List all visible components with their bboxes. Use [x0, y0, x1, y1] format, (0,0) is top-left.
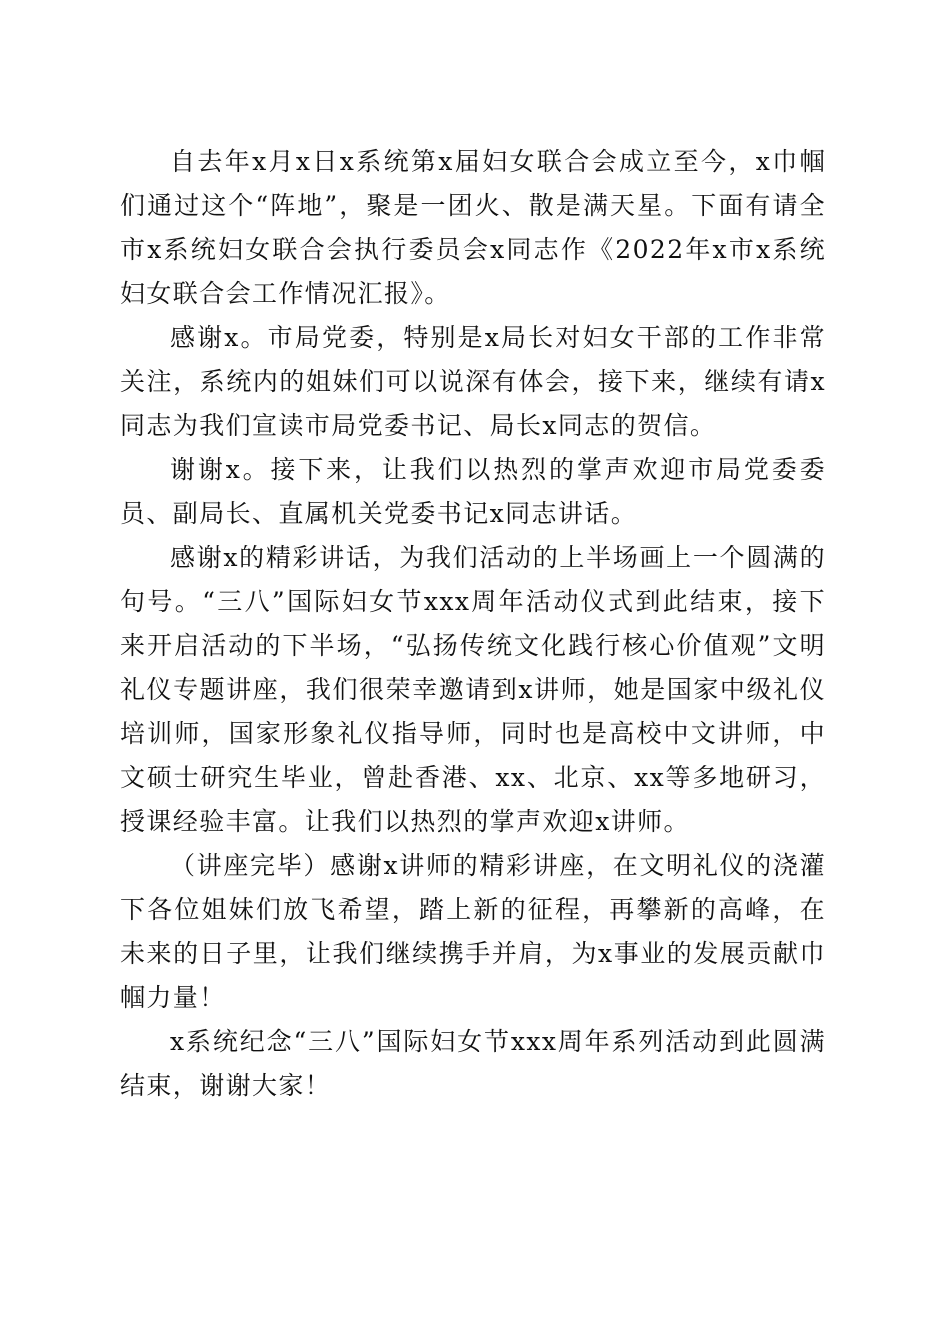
- paragraph-speech-invitation: 谢谢x。接下来，让我们以热烈的掌声欢迎市局党委委员、副局长、直属机关党委书记x同志讲话。: [120, 455, 826, 528]
- document-body: [120, 140, 826, 1108]
- paragraph-lecture-introduction: 感谢x的精彩讲话，为我们活动的上半场画上一个圆满的句号。“三八”国际妇女节xxx周年活动仪式到此结束，接下来开启活动的下半场，“弘扬传统文化践行核心价值观”文明礼仪专题讲座，我们很荣幸邀请到x讲师，她是国家中级礼仪培训师，国家形象礼仪指导师，同时也是高校中文讲师，中文硕士研究生毕业，曾赴香港、xx、北京、xx等多地研习，授课经验丰富。让我们以热烈的掌声欢迎x讲师。: [120, 543, 826, 836]
- paragraph-event-closing: x系统纪念“三八”国际妇女节xxx周年系列活动到此圆满结束，谢谢大家！: [120, 1027, 826, 1100]
- paragraph-opening: 自去年x月x日x系统第x届妇女联合会成立至今，x巾帼们通过这个“阵地”，聚是一团火、散是满天星。下面有请全市x系统妇女联合会执行委员会x同志作《2022年x市x系统妇女联合会工作情况汇报》。: [120, 147, 826, 308]
- paragraph-lecture-closing: （讲座完毕）感谢x讲师的精彩讲座，在文明礼仪的浇灌下各位姐妹们放飞希望，踏上新的征程，再攀新的高峰，在未来的日子里，让我们继续携手并肩，为x事业的发展贡献巾帼力量！: [120, 851, 826, 1012]
- paragraph-thanks-party-committee: 感谢x。市局党委，特别是x局长对妇女干部的工作非常关注，系统内的姐妹们可以说深有体会，接下来，继续有请x同志为我们宣读市局党委书记、局长x同志的贺信。: [120, 323, 826, 440]
